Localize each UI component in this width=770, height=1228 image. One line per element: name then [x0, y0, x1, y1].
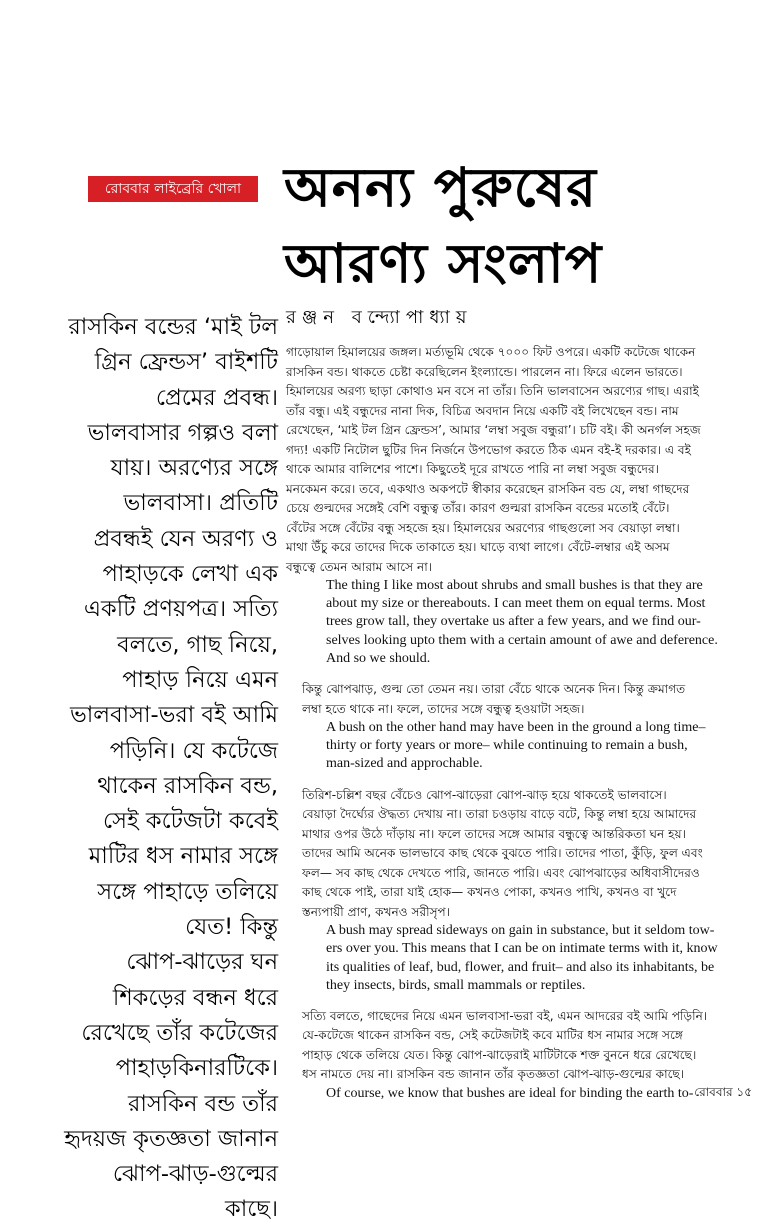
text-line: কাছ থেকে পাই, তারা যাই হোক— কখনও পোকা, কখনও পাখি, কখনও বা খুদে: [302, 885, 677, 900]
pull-quote-line: হৃদয়জ কৃতজ্ঞতা জানান: [64, 1125, 278, 1152]
quote-line: thirty or forty years or more– while continuing to remain a bush,: [326, 738, 688, 754]
quote-1: [326, 577, 718, 668]
text-line: পাহাড় থেকে তলিয়ে যেত। কিন্তু ঝোপ-ঝাড়েরাই মাটিটাকে শক্ত বুননে ধরে রেখেছে।: [302, 1047, 697, 1062]
pull-quote-line: ভালবাসার গল্পও বলা: [87, 419, 278, 446]
text-line: বেঁটের সঙ্গে বেঁটের বন্ধু সহজে হয়। হিমালয়ের অরণ্যের গাছগুলো সব বেয়াড়া লম্বা।: [286, 520, 680, 535]
quote-line: A bush on the other hand may have been in the ground a long time–: [326, 720, 706, 736]
headline-line-2: আরণ্য সংলাপ: [284, 232, 603, 295]
text-line: রাসকিন বন্ড। থাকতে চেষ্টা করেছিলেন ইংল্যান্ডে। পারলেন না। ফিরে এলেন ভারতে।: [286, 364, 683, 379]
pull-quote-line: সঙ্গে পাহাড়ে তলিয়ে: [97, 878, 278, 905]
pull-quote-line: প্রবন্ধই যেন অরণ্য ও: [93, 525, 278, 552]
article-body: [286, 343, 718, 1103]
page-folio: রোববার ১৫: [694, 1085, 752, 1099]
quote-line: A bush may spread sideways on gain in substance, but it seldom tow-: [326, 923, 715, 939]
pull-quote-line: পাহাড়কিনারটিকে।: [115, 1055, 278, 1082]
text-line: সত্যি বলতে, গাছেদের নিয়ে এমন ভালবাসা-ভরা বই, এমন আদরের বই আমি পড়িনি।: [302, 1008, 708, 1023]
paragraph-4: [286, 1007, 711, 1085]
pull-quote-line: প্রেমের প্রবন্ধ।: [155, 384, 278, 411]
pull-quote: [60, 310, 278, 1228]
quote-line: they insects, birds, small mammals or reptiles.: [326, 977, 586, 993]
pull-quote-line: ভালবাসা-ভরা বই আমি: [70, 702, 278, 729]
pull-quote-line: কাছে।: [225, 1196, 278, 1223]
text-line: লম্বা হতে থাকে না। ফলে, তাদের সঙ্গে বন্ধুত্ব হওয়াটা সহজ।: [302, 701, 585, 716]
paragraph-2: [286, 680, 711, 719]
text-line: বেয়াড়া দৈর্ঘ্যের ঔদ্ধত্য দেখায় না। তারা চওড়ায় বাড়ে বটে, কিন্তু লম্বা হয়ে আমাদের: [302, 807, 697, 822]
paragraph-3: [286, 786, 711, 923]
text-line: তাদের আমি অনেক ভালভাবে কাছ থেকে বুঝতে পারি। তাদের পাতা, কুঁড়ি, ফুল এবং: [302, 846, 703, 861]
quote-line: The thing I like most about shrubs and small bushes is that they are: [326, 578, 703, 593]
text-line: কিন্তু ঝোপঝাড়, গুল্ম তো তেমন নয়। তারা বেঁচে থাকে অনেক দিন। কিন্তু ক্রমাগত: [302, 682, 686, 697]
pull-quote-line: শিকড়ের বন্ধন ধরে: [112, 984, 278, 1011]
pull-quote-line: থাকেন রাসকিন বন্ড,: [97, 772, 278, 799]
text-line: মাথা উঁচু করে তাদের দিকে তাকাতে হয়। ঘাড়ে ব্যথা লাগে। বেঁটে-লম্বার এই অসম: [286, 540, 670, 554]
pull-quote-line: রাসকিন বন্ড তাঁর: [128, 1090, 278, 1117]
quote-line: about my size or thereabouts. I can meet them on equal terms. Most: [326, 596, 706, 612]
pull-quote-line: রেখেছে তাঁর কটেজের: [81, 1019, 278, 1046]
paragraph-1: [286, 343, 711, 577]
quote-line: trees grow tall, they overtake us after a few years, and we find our-: [326, 614, 701, 630]
quote-line: selves looking upto them with a certain amount of awe and deference.: [326, 632, 718, 648]
quote-line: And so we should.: [326, 650, 431, 666]
pull-quote-line: বলতে, গাছ নিয়ে,: [117, 631, 278, 658]
quote-3: [326, 922, 718, 995]
pull-quote-line: ঝোপ-ঝাড়ের ঘন: [126, 949, 278, 976]
pull-quote-line: ভালবাসা। প্রতিটি: [123, 490, 278, 517]
text-line: তাঁর বন্ধু। এই বন্ধুদের নানা দিক, বিচিত্র অবদান নিয়ে একটি বই লিখেছেন বন্ড। নাম: [286, 403, 679, 418]
pull-quote-line: পড়িনি। যে কটেজে: [109, 737, 278, 764]
pull-quote-line: যেত! কিন্তু: [185, 914, 278, 941]
text-line: বন্ধুত্বে তেমন আরাম আসে না।: [286, 559, 433, 574]
headline: [284, 150, 754, 302]
pull-quote-line: যায়। অরণ্যের সঙ্গে: [110, 455, 278, 482]
section-tag: রোববার লাইব্রেরি খোলা: [88, 176, 258, 202]
text-line: গাড়োয়াল হিমালয়ের জঙ্গল। মর্ত্যভূমি থেকে ৭০০০ ফিট ওপরে। একটি কটেজে থাকেন: [286, 345, 696, 359]
quote-line: Of course, we know that bushes are ideal for binding the earth to-: [326, 1085, 694, 1101]
text-line: মনকেমন করে। তবে, একথাও অকপটে স্বীকার করেছেন রাসকিন বন্ড যে, লম্বা গাছদের: [286, 481, 690, 496]
pull-quote-line: ঝোপ-ঝাড়-গুল্মের: [112, 1161, 278, 1188]
pull-quote-line: মাটির ধস নামার সঙ্গে: [88, 843, 278, 870]
text-line: তিরিশ-চল্লিশ বছর বেঁচেও ঝোপ-ঝাড়েরা ঝোপ-ঝাড় হয়ে থাকতেই ভালবাসে।: [302, 787, 667, 802]
text-line: ধস নামতে দেয় না। রাসকিন বন্ড জানান তাঁর কৃতজ্ঞতা ঝোপ-ঝাড়-গুল্মের কাছে।: [302, 1067, 685, 1082]
pull-quote-line: পাহাড় নিয়ে এমন: [122, 666, 278, 693]
text-line: গদ্য! একটি নিটোল ছুটির দিন নির্জনে উপভোগ করতে ঠিক এমন বই-ই দরকার। এ বই: [286, 442, 691, 457]
text-line: চেয়ে গুল্মদের সঙ্গেই বেশি বন্ধুত্ব তাঁর। কারণ গুল্মরা রাসকিন বন্ডের মতোই বেঁটে।: [286, 501, 670, 515]
quote-4: [326, 1085, 711, 1103]
text-line: মাথার ওপর উঠে দাঁড়ায় না। ফলে তাদের সঙ্গে আমার বন্ধুত্বে আন্তরিকতা ঘন হয়।: [302, 826, 686, 841]
text-line: থাকে আমার বালিশের পাশে। কিছুতেই দূরে রাখতে পারি না লম্বা সবুজ বন্ধুদের।: [286, 462, 659, 476]
text-line: স্তন্যপায়ী প্রাণ, কখনও সরীসৃপ।: [302, 904, 451, 919]
text-line: হিমালয়ের অরণ্য ছাড়া কোথাও মন বসে না তাঁর। তিনি ভালবাসেন অরণ্যের গাছ। এরাই: [286, 384, 699, 398]
quote-2: [326, 719, 711, 774]
text-line: ফল— সব কাছ থেকে দেখতে পারি, জানতে পারি। এবং ঝোপঝাড়ের অধিবাসীদেরও: [302, 865, 700, 880]
quote-line: ers over you. This means that I can be on intimate terms with it, know: [326, 941, 718, 957]
pull-quote-line: রাসকিন বন্ডের ‘মাই টল: [68, 314, 278, 340]
byline: রঞ্জন বন্দ্যোপাধ্যায়: [286, 307, 473, 328]
pull-quote-line: সেই কটেজটা কবেই: [103, 808, 278, 835]
pull-quote-line: পাহাড়কে লেখা এক: [102, 561, 278, 588]
quote-line: its qualities of leaf, bud, flower, and fruit– and also its inhabitants, be: [326, 959, 715, 975]
quote-line: man-sized and approchable.: [326, 756, 483, 772]
text-line: রেখেছেন, ‘মাই টল গ্রিন ফ্রেন্ডস’, আমার ‘লম্বা সবুজ বন্ধুরা’। চটি বই। কী অনর্গল সহজ: [286, 423, 701, 437]
text-line: যে-কটেজে থাকেন রাসকিন বন্ড, সেই কটেজটাই কবে মাটির ধস নামার সঙ্গে সঙ্গে: [302, 1028, 683, 1043]
headline-line-1: অনন্য পুরুষের: [284, 156, 597, 219]
pull-quote-line: একটি প্রণয়পত্র। সত্যি: [83, 596, 278, 623]
pull-quote-line: গ্রিন ফ্রেন্ডস’ বাইশটি: [94, 349, 278, 376]
